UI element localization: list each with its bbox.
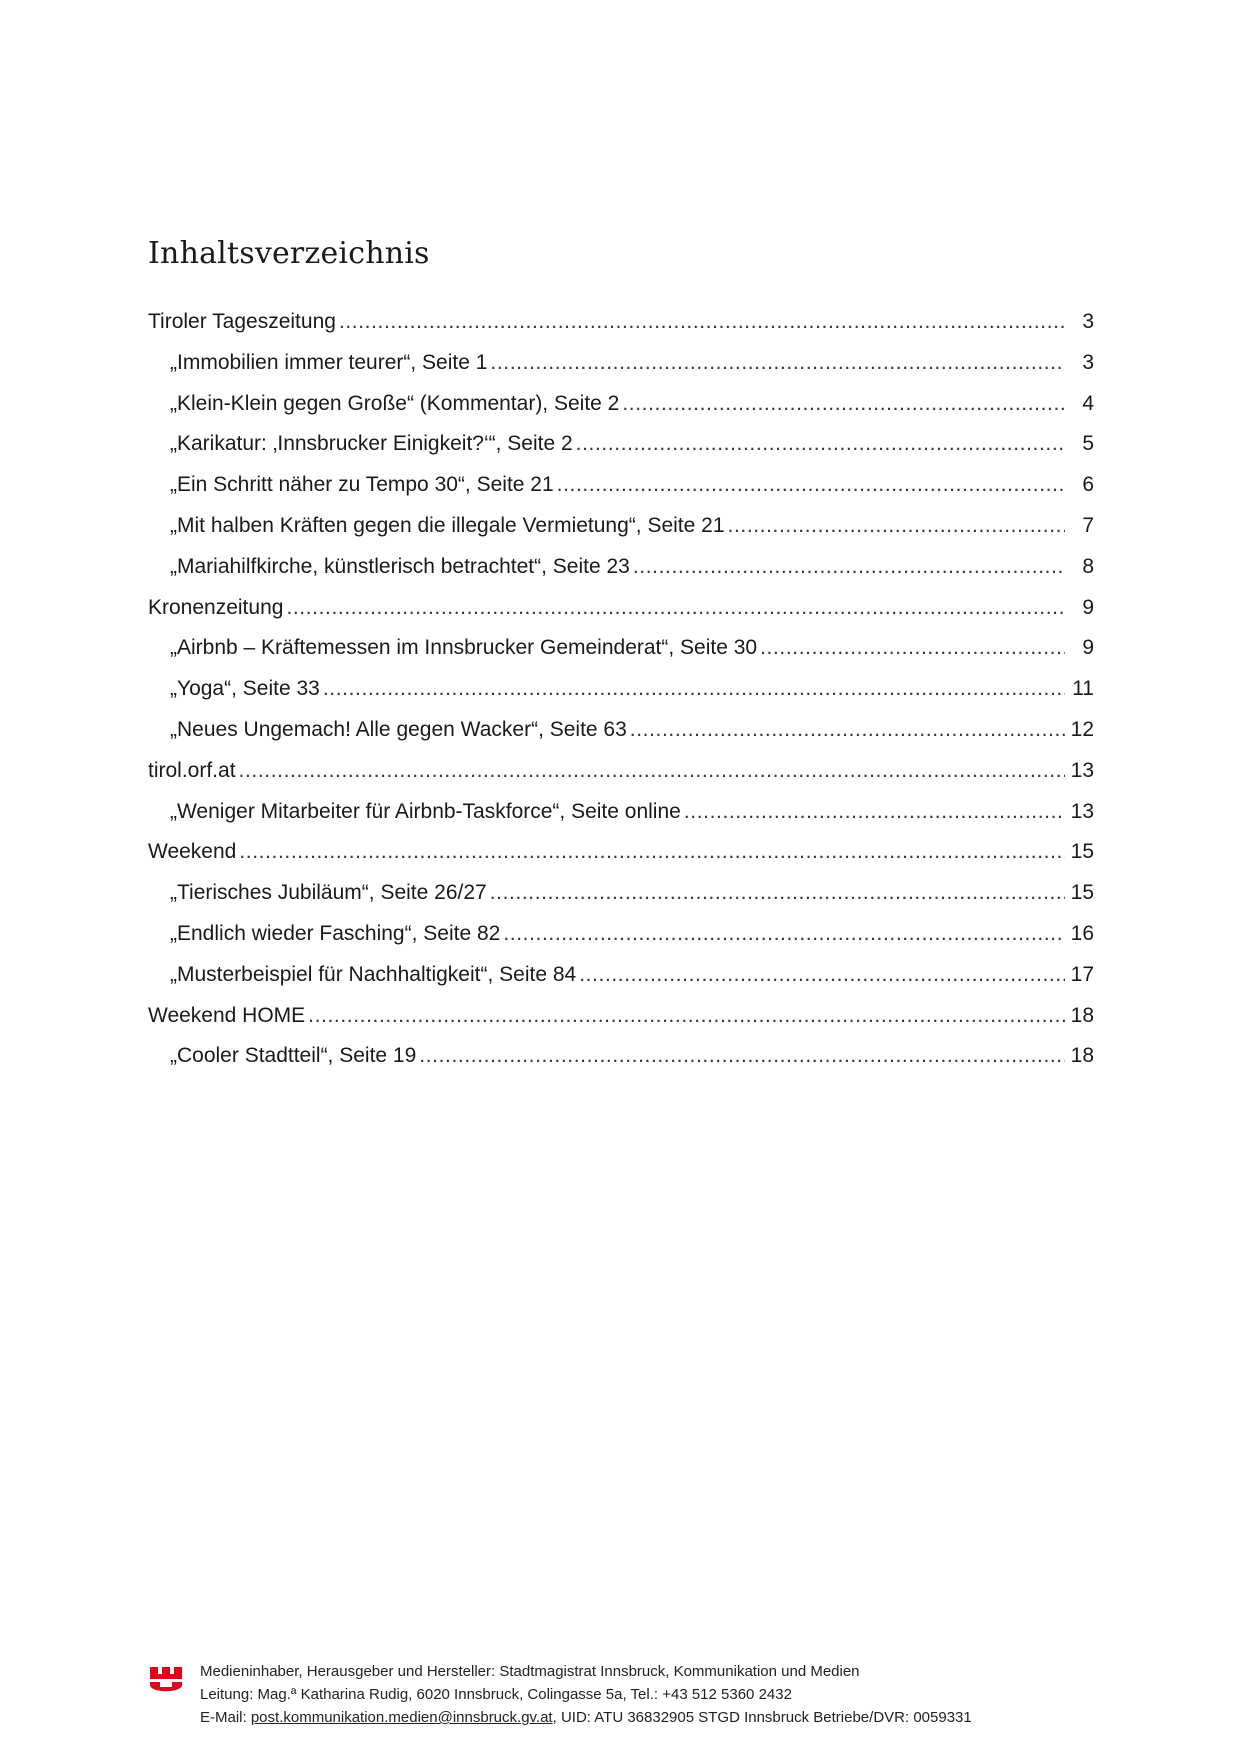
- toc-entry-label: tirol.orf.at: [148, 758, 236, 782]
- toc-leader-dots: [419, 1036, 1065, 1077]
- toc-entry-label: Weekend: [148, 840, 237, 864]
- toc-leader-dots: [308, 996, 1065, 1037]
- toc-entry-label: „Weniger Mitarbeiter für Airbnb-Taskforce“, Seite online: [170, 799, 681, 823]
- toc-entry-page: 6: [1082, 473, 1094, 497]
- toc-leader-dots: [323, 669, 1065, 710]
- toc-leader-dots: [622, 384, 1065, 425]
- toc-entry[interactable]: [148, 588, 1094, 629]
- toc-entry-page: 12: [1070, 717, 1094, 741]
- toc-entry-page: 18: [1070, 1003, 1094, 1027]
- footer-uid-dvr: , UID: ATU 36832905 STGD Innsbruck Betriebe/DVR: 0059331: [552, 1709, 972, 1726]
- toc-entry-page: 15: [1070, 840, 1094, 864]
- toc-entry[interactable]: [148, 628, 1094, 669]
- toc-entry[interactable]: [148, 669, 1094, 710]
- footer-email-link[interactable]: post.kommunikation.medien@innsbruck.gv.at: [250, 1709, 553, 1726]
- toc-entry-page: 17: [1070, 962, 1094, 986]
- toc-entry-label: „Karikatur: ‚Innsbrucker Einigkeit?‘“, Seite 2: [170, 432, 573, 456]
- toc-entry-page: 16: [1070, 921, 1094, 945]
- toc-entry-page: 3: [1082, 310, 1094, 333]
- toc-entry-label: „Cooler Stadtteil“, Seite 19: [170, 1044, 417, 1068]
- footer-line-management: Leitung: Mag.ª Katharina Rudig, 6020 Innsbruck, Colingasse 5a, Tel.: +43 512 5360 2432: [200, 1686, 792, 1703]
- toc-leader-dots: [630, 710, 1065, 751]
- toc-leader-dots: [339, 302, 1065, 343]
- toc-leader-dots: [239, 751, 1065, 792]
- toc-entry-page: 3: [1082, 350, 1094, 374]
- toc-leader-dots: [728, 506, 1065, 547]
- toc-entry[interactable]: [148, 792, 1094, 833]
- toc-entry[interactable]: [148, 751, 1094, 792]
- toc-leader-dots: [760, 628, 1065, 669]
- footer-imprint: [200, 1660, 972, 1729]
- footer-line-contact: [200, 1706, 972, 1729]
- toc-entry-label: „Airbnb – Kräftemessen im Innsbrucker Gemeinderat“, Seite 30: [170, 636, 758, 660]
- toc-entry[interactable]: [148, 465, 1094, 506]
- toc-entry[interactable]: [148, 384, 1094, 425]
- toc-entry-page: 11: [1072, 677, 1094, 701]
- toc-entry[interactable]: [148, 547, 1094, 588]
- toc-entry-label: „Musterbeispiel für Nachhaltigkeit“, Seite 84: [170, 962, 577, 986]
- toc-entry-page: 8: [1082, 554, 1094, 578]
- toc-entry-label: Tiroler Tageszeitung: [148, 310, 336, 333]
- toc-leader-dots: [579, 955, 1065, 996]
- toc-entry-page: 9: [1082, 595, 1094, 619]
- footer-email-prefix: E-Mail:: [200, 1709, 251, 1726]
- toc-entry[interactable]: [148, 1036, 1094, 1077]
- table-of-contents: [148, 302, 1094, 1077]
- toc-entry-label: „Neues Ungemach! Alle gegen Wacker“, Seite 63: [170, 717, 627, 741]
- toc-entry-page: 13: [1070, 799, 1094, 823]
- toc-entry-label: Kronenzeitung: [148, 595, 284, 619]
- toc-leader-dots: [490, 873, 1065, 914]
- toc-entry[interactable]: [148, 873, 1094, 914]
- toc-entry-page: 13: [1070, 758, 1094, 782]
- toc-entry-page: 15: [1070, 881, 1094, 905]
- toc-entry-label: Weekend HOME: [148, 1003, 306, 1027]
- toc-leader-dots: [576, 424, 1065, 465]
- footer-line-publisher: Medieninhaber, Herausgeber und Hersteller: Stadtmagistrat Innsbruck, Kommunikation und Medien: [200, 1663, 860, 1680]
- toc-leader-dots: [684, 792, 1065, 833]
- toc-entry-label: „Mariahilfkirche, künstlerisch betrachtet“, Seite 23: [170, 554, 630, 578]
- toc-leader-dots: [490, 343, 1065, 384]
- toc-entry[interactable]: [148, 343, 1094, 384]
- toc-entry[interactable]: [148, 996, 1094, 1037]
- toc-entry-page: 18: [1070, 1044, 1094, 1068]
- toc-entry[interactable]: [148, 955, 1094, 996]
- toc-entry[interactable]: [148, 302, 1094, 343]
- toc-leader-dots: [557, 465, 1065, 506]
- toc-entry-label: „Yoga“, Seite 33: [170, 677, 320, 701]
- toc-entry-page: 9: [1082, 636, 1094, 660]
- toc-entry-page: 5: [1082, 432, 1094, 456]
- toc-entry[interactable]: [148, 710, 1094, 751]
- toc-entry-label: „Endlich wieder Fasching“, Seite 82: [170, 921, 501, 945]
- toc-leader-dots: [503, 914, 1065, 955]
- toc-entry-label: „Tierisches Jubiläum“, Seite 26/27: [170, 881, 487, 905]
- toc-entry-label: „Ein Schritt näher zu Tempo 30“, Seite 21: [170, 473, 554, 497]
- toc-leader-dots: [239, 832, 1065, 873]
- toc-entry[interactable]: [148, 832, 1094, 873]
- toc-leader-dots: [633, 547, 1065, 588]
- toc-entry[interactable]: [148, 506, 1094, 547]
- toc-entry[interactable]: [148, 424, 1094, 465]
- toc-entry-page: 7: [1082, 513, 1094, 537]
- innsbruck-logo-icon: [150, 1666, 182, 1694]
- page-title: Inhaltsverzeichnis: [148, 236, 430, 271]
- toc-entry[interactable]: [148, 914, 1094, 955]
- toc-entry-label: „Klein-Klein gegen Große“ (Kommentar), Seite 2: [170, 391, 620, 415]
- toc-entry-page: 4: [1082, 391, 1094, 415]
- toc-entry-label: „Immobilien immer teurer“, Seite 1: [170, 350, 488, 374]
- toc-leader-dots: [286, 588, 1065, 629]
- toc-entry-label: „Mit halben Kräften gegen die illegale Vermietung“, Seite 21: [170, 513, 725, 537]
